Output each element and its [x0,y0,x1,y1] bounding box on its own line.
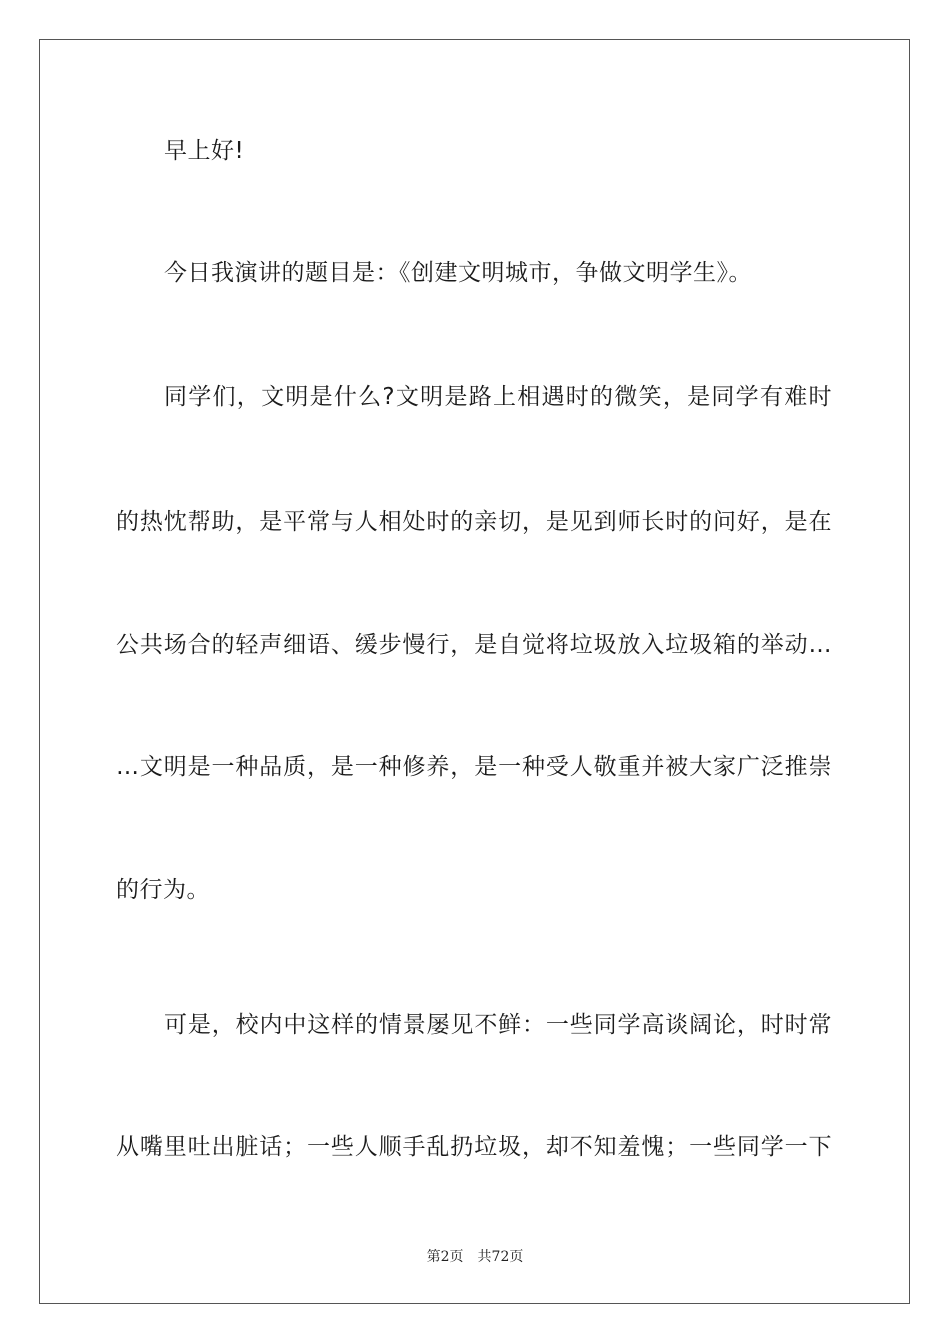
greeting-line: 早上好! [164,138,245,164]
page-border [39,39,910,1304]
paragraph-line: 可是，校内中这样的情景屡见不鲜：一些同学高谈阔论，时时常 [164,1012,832,1038]
paragraph-line: 的行为。 [116,877,210,903]
paragraph-line: 公共场合的轻声细语、缓步慢行，是自觉将垃圾放入垃圾箱的举动… [116,632,832,658]
paragraph-line: …文明是一种品质，是一种修养，是一种受人敬重并被大家广泛推崇 [116,754,832,780]
page-number-footer: 第2页 共72页 [426,1249,524,1265]
paragraph-line: 的热忱帮助，是平常与人相处时的亲切，是见到师长时的问好，是在 [116,509,832,535]
paragraph-line: 同学们，文明是什么?文明是路上相遇时的微笑，是同学有难时 [164,384,832,410]
speech-title-line: 今日我演讲的题目是：《创建文明城市，争做文明学生》。 [164,260,752,286]
paragraph-line: 从嘴里吐出脏话；一些人顺手乱扔垃圾，却不知羞愧；一些同学一下 [116,1134,832,1160]
